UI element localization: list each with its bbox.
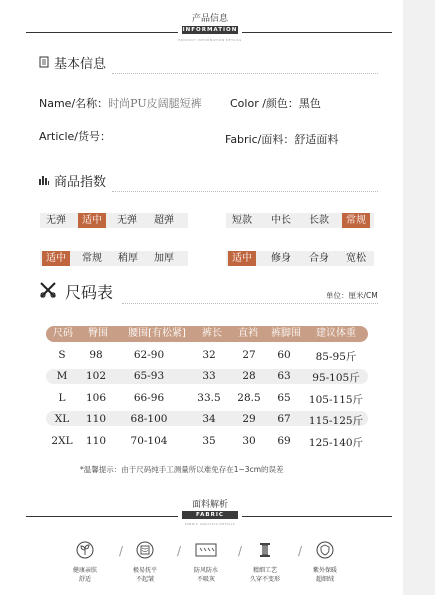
table-cell: 102 bbox=[85, 370, 107, 382]
section-band-information: INFORMATION bbox=[182, 27, 238, 33]
table-cell: M bbox=[56, 370, 68, 382]
feature-caption bbox=[120, 566, 170, 584]
unit-label: 单位：厘米/CM bbox=[326, 291, 378, 300]
feature-caption bbox=[181, 566, 231, 584]
slash-divider: / bbox=[298, 544, 303, 558]
index-option: 无弹 bbox=[117, 215, 137, 226]
table-cell: 65 bbox=[277, 392, 291, 404]
bar-chart-icon bbox=[39, 175, 49, 185]
index-option: 超弹 bbox=[154, 215, 174, 226]
index-option: 长款 bbox=[309, 215, 329, 226]
index-option: 稍厚 bbox=[118, 253, 138, 264]
feature-line1: 防风防水 bbox=[193, 567, 218, 574]
feature-caption bbox=[300, 566, 350, 584]
right-sidebar-strip bbox=[403, 0, 435, 595]
name-label: Name/名称： bbox=[39, 97, 109, 110]
section-divider-right bbox=[242, 32, 392, 33]
table-cell: 33 bbox=[202, 370, 216, 382]
table-cell: 27 bbox=[242, 349, 256, 361]
size-note: *温馨提示：由于尺码纯手工测量所以难免存在1~3cm的误差 bbox=[80, 465, 284, 474]
index-option-selected: 适中 bbox=[228, 251, 256, 266]
table-cell: S bbox=[58, 349, 66, 361]
fabric-field bbox=[225, 131, 338, 147]
waterproof-icon bbox=[195, 541, 217, 559]
feature-caption bbox=[60, 566, 110, 584]
feature-line2: 不吸灰 bbox=[196, 576, 215, 583]
document-icon bbox=[39, 56, 49, 68]
table-header-cell: 直裆 bbox=[238, 328, 258, 339]
table-cell: 62-90 bbox=[133, 349, 165, 361]
fabric-label: Fabric/面料： bbox=[225, 133, 295, 146]
index-option: 加厚 bbox=[154, 253, 174, 264]
index-option: 修身 bbox=[271, 253, 291, 264]
texture-icon bbox=[136, 541, 154, 559]
index-option-selected: 适中 bbox=[78, 213, 106, 228]
slash-divider: / bbox=[119, 544, 124, 558]
section-divider-right bbox=[242, 516, 392, 517]
table-header-cell: 裤脚围 bbox=[271, 328, 301, 339]
name-field bbox=[39, 95, 202, 111]
table-cell: 28.5 bbox=[237, 392, 261, 404]
shield-icon bbox=[316, 541, 334, 559]
table-cell: 66-96 bbox=[133, 392, 165, 404]
section-title-product-info: 产品信息 bbox=[191, 14, 228, 24]
table-cell: L bbox=[58, 392, 66, 404]
product-index-heading: 商品指数 bbox=[54, 175, 107, 190]
table-header-cell: 尺码 bbox=[53, 328, 73, 339]
name-value: 时尚PU皮阔腿短裤 bbox=[108, 97, 202, 110]
dotted-divider bbox=[112, 73, 378, 74]
section-band-fabric: FABRIC bbox=[182, 511, 238, 519]
table-cell: 29 bbox=[242, 413, 256, 425]
size-chart-heading: 尺码表 bbox=[65, 283, 114, 302]
table-header-cell: 建议体重 bbox=[316, 328, 356, 339]
article-field bbox=[39, 128, 111, 144]
dotted-divider bbox=[112, 191, 378, 192]
section-title-fabric: 面料解析 bbox=[191, 500, 228, 510]
index-option: 常规 bbox=[82, 253, 102, 264]
table-cell: 105-115斤 bbox=[308, 394, 364, 406]
plant-icon bbox=[76, 541, 94, 559]
spool-icon bbox=[256, 541, 274, 559]
slash-divider: / bbox=[238, 544, 243, 558]
table-header-cell: 腰围[有松紧] bbox=[128, 328, 186, 339]
index-option: 短款 bbox=[232, 215, 252, 226]
table-cell: XL bbox=[54, 413, 70, 425]
article-label: Article/货号： bbox=[39, 130, 111, 143]
section-divider-left bbox=[26, 32, 178, 33]
feature-caption bbox=[240, 566, 290, 584]
index-option: 合身 bbox=[309, 253, 329, 264]
feature-line1: 精细工艺 bbox=[252, 567, 277, 574]
table-cell: 28 bbox=[242, 370, 256, 382]
table-cell: 106 bbox=[85, 392, 107, 404]
section-subtitle-small: PRODUCT INFORMATION DETAILS bbox=[178, 38, 242, 42]
table-header-cell: 裤长 bbox=[202, 328, 222, 339]
table-cell: 125-140斤 bbox=[308, 437, 364, 449]
table-cell: 98 bbox=[89, 349, 103, 361]
table-cell: 33.5 bbox=[197, 392, 221, 404]
feature-line2: 不起皱 bbox=[135, 576, 154, 583]
dotted-divider bbox=[122, 303, 378, 304]
table-cell: 110 bbox=[85, 413, 107, 425]
index-option-selected: 常规 bbox=[342, 213, 370, 228]
feature-line1: 极易抚平 bbox=[132, 567, 157, 574]
basic-info-heading: 基本信息 bbox=[54, 57, 107, 72]
slash-divider: / bbox=[177, 544, 182, 558]
table-cell: 30 bbox=[242, 435, 256, 447]
color-label: Color /颜色： bbox=[230, 97, 299, 110]
section-subtitle-small: FABRIC ANALYSIS DETAILS bbox=[184, 522, 236, 526]
feature-line2: 超细绒 bbox=[315, 576, 334, 583]
index-option: 宽松 bbox=[346, 253, 366, 264]
table-cell: 63 bbox=[277, 370, 291, 382]
table-header-cell: 臀围 bbox=[88, 328, 108, 339]
feature-line2: 久穿不变形 bbox=[249, 576, 280, 583]
table-cell: 67 bbox=[277, 413, 291, 425]
table-cell: 32 bbox=[202, 349, 216, 361]
table-cell: 60 bbox=[277, 349, 291, 361]
feature-line1: 健康亲肤 bbox=[72, 567, 97, 574]
fabric-value: 舒适面料 bbox=[294, 133, 339, 146]
ruler-scissors-icon bbox=[39, 281, 57, 299]
feature-line2: 舒适 bbox=[78, 576, 91, 583]
feature-line1: 紫外保暖 bbox=[312, 567, 337, 574]
color-value: 黑色 bbox=[298, 97, 321, 110]
table-cell: 115-125斤 bbox=[308, 415, 364, 427]
table-cell: 110 bbox=[85, 435, 107, 447]
table-cell: 68-100 bbox=[130, 413, 168, 425]
section-divider-left bbox=[26, 516, 178, 517]
table-cell: 70-104 bbox=[130, 435, 168, 447]
table-cell: 95-105斤 bbox=[312, 372, 360, 384]
table-cell: 2XL bbox=[51, 435, 73, 447]
table-cell: 34 bbox=[202, 413, 216, 425]
table-cell: 69 bbox=[277, 435, 291, 447]
table-cell: 85-95斤 bbox=[315, 351, 357, 363]
table-cell: 65-93 bbox=[133, 370, 165, 382]
color-field bbox=[230, 95, 321, 111]
index-option: 中长 bbox=[271, 215, 291, 226]
index-option: 无弹 bbox=[46, 215, 66, 226]
table-cell: 35 bbox=[202, 435, 216, 447]
index-option-selected: 适中 bbox=[42, 251, 70, 266]
